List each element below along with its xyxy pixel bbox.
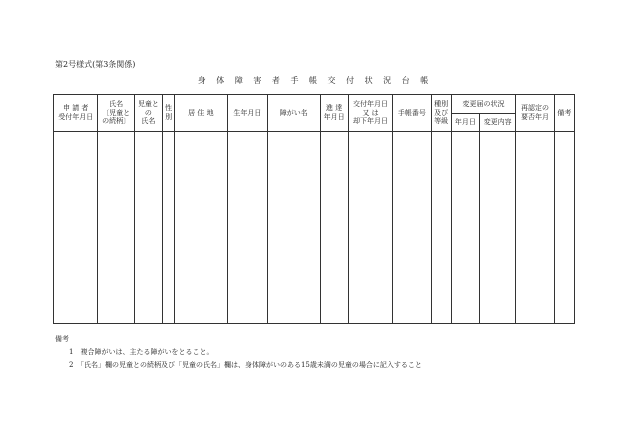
table-cell xyxy=(320,132,348,324)
table-cell xyxy=(451,132,479,324)
table-cell xyxy=(163,132,175,324)
issuance-ledger-table xyxy=(53,94,575,324)
header-remarks: 備考 xyxy=(554,95,574,132)
header-name: 氏名 〔児童と の続柄〕 xyxy=(98,95,134,132)
notes-heading: 備考 xyxy=(55,335,69,343)
header-sex: 性 別 xyxy=(163,95,175,132)
table-cell xyxy=(348,132,392,324)
table-cell xyxy=(431,132,451,324)
note-item: 2 「氏名」欄の児童との続柄及び「児童の氏名」欄は、身体障がいのある15歳未満の児童の場合に記入すること xyxy=(69,361,422,369)
note-item: 1 複合障がいは、主たる障がいをとること。 xyxy=(69,348,214,356)
header-application-date: 申 請 者 受付年月日 xyxy=(54,95,98,132)
header-child-name: 児童との 氏名 xyxy=(134,95,162,132)
header-address: 居 住 地 xyxy=(175,95,228,132)
header-type-grade: 種別 及び 等級 xyxy=(431,95,451,132)
header-disability-name: 障がい名 xyxy=(268,95,321,132)
table-row xyxy=(54,132,575,324)
table-cell xyxy=(516,132,554,324)
header-change-notice: 変更届の状況 xyxy=(451,95,516,114)
header-issue-date: 交付年月日 又 は 却下年月日 xyxy=(348,95,392,132)
table-cell xyxy=(480,132,516,324)
header-notebook-number: 手帳番号 xyxy=(393,95,431,132)
table-cell xyxy=(98,132,134,324)
header-change-content: 変更内容 xyxy=(480,114,516,132)
table-cell xyxy=(227,132,267,324)
header-birth-date: 生年月日 xyxy=(227,95,267,132)
table-cell xyxy=(393,132,431,324)
table-cell xyxy=(268,132,321,324)
header-transmission-date: 進 達 年月日 xyxy=(320,95,348,132)
table-cell xyxy=(54,132,98,324)
document-title: 身 体 障 害 者 手 帳 交 付 状 況 台 帳 xyxy=(197,76,433,85)
notes-section xyxy=(55,333,422,372)
form-number-label: 第2号様式(第3条関係) xyxy=(55,60,136,69)
table-cell xyxy=(134,132,162,324)
table-cell xyxy=(554,132,574,324)
header-recertification-date: 再認定の 要否年月 xyxy=(516,95,554,132)
header-change-date: 年月日 xyxy=(451,114,479,132)
table-cell xyxy=(175,132,228,324)
